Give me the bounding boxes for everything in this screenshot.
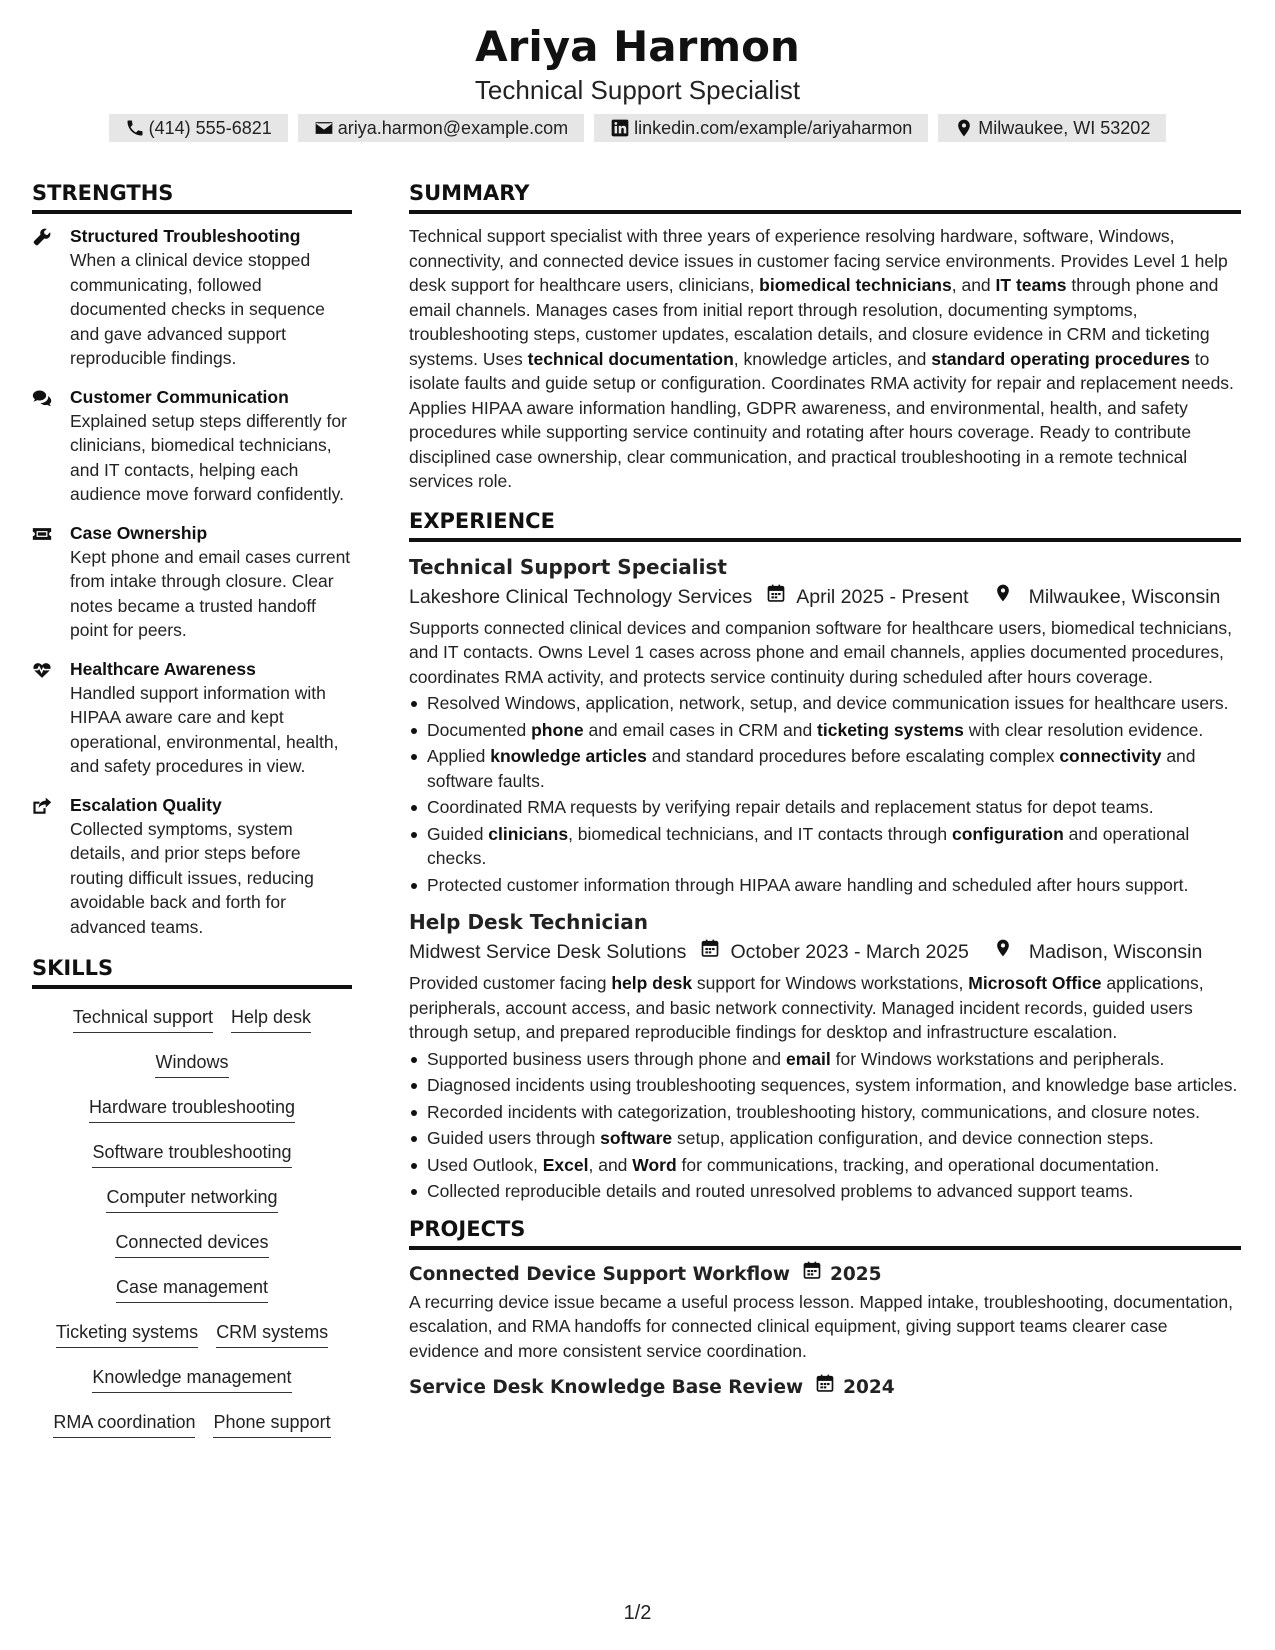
company-name: Lakeshore Clinical Technology Services: [409, 585, 753, 608]
bold-text: ticketing systems: [817, 719, 964, 740]
skill-tag: Knowledge management: [92, 1365, 291, 1393]
job-entry: [409, 907, 1241, 1204]
phone-icon: [125, 118, 145, 138]
linkedin-text: linkedin.com/example/ariyaharmon: [634, 118, 913, 138]
ticket-icon: [32, 521, 54, 643]
bold-text: Excel: [542, 1154, 589, 1175]
map-pin-icon: [954, 118, 974, 138]
skill-row: [32, 1404, 352, 1449]
job-meta: [409, 937, 1241, 967]
email-text: ariya.harmon@example.com: [337, 118, 569, 138]
candidate-title: Technical Support Specialist: [474, 75, 801, 105]
right-column: [409, 178, 1241, 1403]
strength-title: Customer Communication: [70, 386, 289, 407]
phone-text: (414) 555-6821: [148, 118, 272, 138]
skill-row: [32, 1224, 352, 1269]
bullet-item: Diagnosed incidents using troubleshooting sequences, system information, and knowledge base articles.: [409, 1073, 1241, 1098]
skill-tag: Help desk: [231, 1005, 311, 1033]
strength-item: [32, 224, 352, 371]
candidate-name: Ariya Harmon: [475, 22, 800, 71]
skill-tag: Ticketing systems: [56, 1320, 198, 1348]
skill-row: [32, 1089, 352, 1134]
bullet-item: Guided users through software setup, application configuration, and device connection steps.: [409, 1126, 1241, 1151]
skills-heading: SKILLS: [32, 953, 352, 989]
skill-row: [32, 1269, 352, 1314]
left-column: [32, 178, 352, 1449]
bullet-item: Supported business users through phone and email for Windows workstations and peripherals.: [409, 1047, 1241, 1072]
skill-tag: Windows: [155, 1050, 228, 1078]
strength-desc: Handled support information with HIPAA aware care and kept operational, environmental, health, and safety procedures in view.: [70, 682, 339, 776]
project-title: Connected Device Support Workflow: [409, 1263, 790, 1285]
strength-title: Escalation Quality: [70, 794, 222, 815]
skill-tag: Phone support: [213, 1410, 330, 1438]
skills-list: [32, 999, 352, 1449]
bullet-item: Protected customer information through HIPAA aware handling and scheduled after hours support.: [409, 873, 1241, 898]
envelope-icon: [314, 118, 334, 138]
skill-tag: CRM systems: [216, 1320, 328, 1348]
strength-item: [32, 385, 352, 507]
job-entry: [409, 552, 1241, 898]
contact-phone[interactable]: [109, 114, 288, 142]
project-title: Service Desk Knowledge Base Review: [409, 1377, 804, 1398]
map-pin-icon: [981, 582, 1021, 612]
skill-row: [32, 999, 352, 1044]
map-pin-icon: [981, 937, 1021, 967]
bold-text: clinicians: [488, 823, 569, 844]
job-location: Madison, Wisconsin: [1028, 941, 1203, 963]
contact-location: [938, 114, 1166, 142]
strength-item: [32, 793, 352, 940]
job-title: Technical Support Specialist: [409, 554, 727, 579]
strength-title: Healthcare Awareness: [70, 658, 256, 679]
experience-heading: EXPERIENCE: [409, 506, 1241, 542]
contact-bar: [0, 114, 1275, 142]
skill-row: [32, 1134, 352, 1179]
summary-text: Technical support specialist with three years of experience resolving hardware, software, Windows, connectivity, and connected device issues in customer facing service environments. Provides Level 1 help desk support for healthcare users, clinicians, biomedical technicians, and IT teams through phone and email channels. Manages cases from initial report through resolution, documenting symptoms, troubleshooting steps, customer updates, escalation details, and closure evidence in CRM and ticketing systems. Uses technical documentation, knowledge articles, and standard operating procedures to isolate faults and guide setup or configuration. Coordinates RMA activity for repair and replacement needs. Applies HIPAA aware information handling, GDPR awareness, and environmental, health, and safety procedures while supporting service continuity and rotating after hours coverage. Ready to contribute disciplined case ownership, clear communication, and practical troubleshooting in a remote technical services role.: [409, 226, 1234, 491]
project-entry: [409, 1373, 1241, 1403]
page-number: 1/2: [623, 1602, 652, 1624]
bullet-item: Used Outlook, Excel, and Word for communications, tracking, and operational documentation.: [409, 1153, 1241, 1178]
strengths-heading: STRENGTHS: [32, 178, 352, 214]
project-entry: [409, 1260, 1241, 1364]
strength-desc: Kept phone and email cases current from intake through closure. Clear notes became a trusted handoff point for peers.: [70, 546, 351, 640]
job-description: Provided customer facing help desk support for Windows workstations, Microsoft Office applications, peripherals, account access, and basic network connectivity. Managed incident records, guided users through setup, and prepared reproducible findings for desktop and infrastructure escalation.: [409, 973, 1204, 1042]
skill-tag: Connected devices: [115, 1230, 268, 1258]
location-text: Milwaukee, WI 53202: [978, 118, 1151, 138]
bold-text: knowledge articles: [490, 746, 647, 766]
job-dates: April 2025 - Present: [796, 585, 969, 608]
project-header: [409, 1260, 1241, 1290]
skill-row: [32, 1359, 352, 1404]
bullet-item: Guided clinicians, biomedical technicians, and IT contacts through configuration and operational checks.: [409, 822, 1241, 871]
job-description: Supports connected clinical devices and companion software for healthcare users, biomedical technicians, and IT contacts. Owns Level 1 cases across phone and email channels, applies documented procedures, coordinates RMA activity, and protects service continuity during scheduled after hours coverage.: [409, 617, 1232, 687]
bold-text: configuration: [952, 823, 1064, 844]
calendar-icon: [803, 1373, 843, 1403]
bullet-item: Resolved Windows, application, network, setup, and device communication issues for healthcare users.: [409, 691, 1241, 716]
calendar-icon: [686, 937, 730, 967]
project-description: A recurring device issue became a useful process lesson. Mapped intake, troubleshooting, documentation, escalation, and RMA handoffs for connected clinical equipment, giving support teams clearer case evidence and more consistent service coordination.: [409, 1291, 1233, 1361]
strength-desc: Collected symptoms, system details, and prior steps before routing difficult issues, reducing avoidable back and forth for advanced teams.: [70, 818, 314, 937]
company-name: Midwest Service Desk Solutions: [409, 941, 687, 963]
bold-text: phone: [531, 719, 584, 740]
contact-email[interactable]: [298, 114, 584, 142]
projects-heading: PROJECTS: [409, 1214, 1241, 1250]
bold-text: technical documentation: [527, 348, 734, 369]
calendar-icon: [790, 1260, 830, 1290]
heartbeat-icon: [32, 657, 54, 779]
skill-tag: Software troubleshooting: [92, 1140, 291, 1168]
bold-text: Microsoft Office: [968, 973, 1102, 993]
summary-heading: SUMMARY: [409, 178, 1241, 214]
bullet-item: Recorded incidents with categorization, troubleshooting history, communications, and closure notes.: [409, 1100, 1241, 1125]
bold-text: help desk: [611, 973, 693, 993]
skill-tag: RMA coordination: [53, 1410, 195, 1438]
skill-tag: Case management: [116, 1275, 268, 1303]
job-bullets: [409, 1047, 1241, 1204]
bullet-item: Applied knowledge articles and standard procedures before escalating complex connectivity and software faults.: [409, 744, 1241, 793]
skill-tag: Technical support: [73, 1005, 213, 1033]
job-meta: [409, 582, 1241, 612]
bold-text: connectivity: [1059, 746, 1162, 766]
chat-bubbles-icon: [32, 385, 54, 507]
contact-linkedin[interactable]: [594, 114, 928, 142]
share-arrow-icon: [32, 793, 54, 940]
wrench-icon: [32, 224, 54, 371]
job-title: Help Desk Technician: [409, 910, 648, 934]
skill-tag: Computer networking: [106, 1185, 277, 1213]
project-year: 2024: [843, 1377, 895, 1398]
bold-text: IT teams: [995, 275, 1067, 295]
skill-tag: Hardware troubleshooting: [89, 1095, 295, 1123]
job-location: Milwaukee, Wisconsin: [1028, 585, 1221, 608]
linkedin-icon: [610, 118, 630, 138]
skill-row: [32, 1179, 352, 1224]
project-year: 2025: [829, 1263, 882, 1285]
resume-header: [0, 20, 1275, 142]
bullet-item: Coordinated RMA requests by verifying repair details and replacement status for depot teams.: [409, 795, 1241, 820]
bold-text: standard operating procedures: [931, 348, 1190, 369]
job-dates: October 2023 - March 2025: [730, 941, 969, 963]
bullet-item: Collected reproducible details and routed unresolved problems to advanced support teams.: [409, 1179, 1241, 1204]
project-header: [409, 1373, 1241, 1403]
bold-text: biomedical technicians: [759, 275, 952, 295]
strength-item: [32, 521, 352, 643]
bold-text: Word: [632, 1154, 677, 1175]
bullet-item: Documented phone and email cases in CRM and ticketing systems with clear resolution evidence.: [409, 718, 1241, 743]
skill-row: [32, 1044, 352, 1089]
bold-text: software: [600, 1128, 673, 1148]
strength-desc: Explained setup steps differently for clinicians, biomedical technicians, and IT contacts, helping each audience move forward confidently.: [70, 410, 347, 504]
skill-row: [32, 1314, 352, 1359]
strength-title: Structured Troubleshooting: [70, 226, 301, 246]
calendar-icon: [752, 582, 796, 612]
strength-title: Case Ownership: [70, 522, 208, 543]
job-bullets: [409, 691, 1241, 897]
strength-desc: When a clinical device stopped communicating, followed documented checks in sequence and gave advanced support reproducible findings.: [70, 250, 325, 368]
strength-item: [32, 657, 352, 779]
bold-text: email: [786, 1048, 831, 1069]
